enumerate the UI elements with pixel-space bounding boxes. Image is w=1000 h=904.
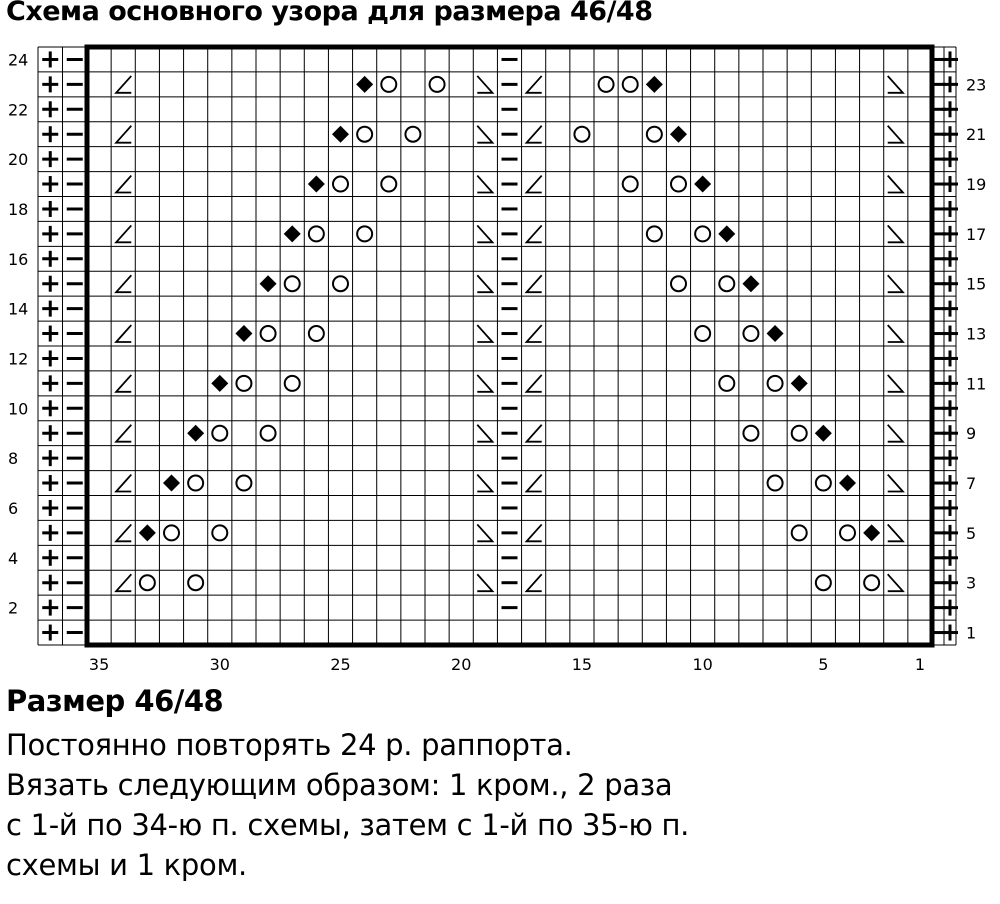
k2tog-decrease-symbol — [888, 76, 903, 93]
yarn-over-symbol — [599, 77, 614, 92]
k2tog-decrease-symbol — [477, 126, 492, 143]
ssk-decrease-symbol — [527, 176, 542, 193]
ssk-decrease-symbol — [527, 126, 542, 143]
ssk-decrease-symbol — [527, 574, 542, 591]
column-number: 1 — [914, 655, 926, 674]
row-number-right: 19 — [966, 175, 987, 195]
row-number-right: 23 — [966, 75, 987, 95]
k2tog-decrease-symbol — [477, 225, 492, 242]
bobble-symbol — [332, 126, 349, 143]
ssk-decrease-symbol — [527, 475, 542, 492]
bobble-symbol — [356, 76, 373, 93]
yarn-over-symbol — [357, 226, 372, 241]
k2tog-decrease-symbol — [888, 275, 903, 292]
yarn-over-symbol — [743, 326, 758, 341]
instruction-line-4: схемы и 1 кром. — [6, 848, 247, 882]
ssk-decrease-symbol — [116, 126, 131, 143]
yarn-over-symbol — [333, 177, 348, 192]
k2tog-decrease-symbol — [888, 325, 903, 342]
row-number-left: 14 — [8, 299, 29, 319]
ssk-decrease-symbol — [116, 574, 131, 591]
yarn-over-symbol — [381, 177, 396, 192]
bobble-symbol — [670, 126, 687, 143]
bobble-symbol — [839, 475, 856, 492]
yarn-over-symbol — [623, 177, 638, 192]
row-number-right: 21 — [966, 125, 987, 145]
bobble-symbol — [791, 375, 808, 392]
yarn-over-symbol — [285, 376, 300, 391]
ssk-decrease-symbol — [527, 325, 542, 342]
bobble-symbol — [742, 275, 759, 292]
ssk-decrease-symbol — [527, 275, 542, 292]
bobble-symbol — [863, 524, 880, 541]
yarn-over-symbol — [768, 476, 783, 491]
column-number: 20 — [451, 655, 472, 674]
row-number-right: 11 — [966, 374, 987, 394]
yarn-over-symbol — [357, 127, 372, 142]
ssk-decrease-symbol — [116, 275, 131, 292]
yarn-over-symbol — [816, 476, 831, 491]
k2tog-decrease-symbol — [477, 375, 492, 392]
yarn-over-symbol — [333, 276, 348, 291]
ssk-decrease-symbol — [116, 176, 131, 193]
yarn-over-symbol — [623, 77, 638, 92]
yarn-over-symbol — [743, 426, 758, 441]
ssk-decrease-symbol — [527, 225, 542, 242]
yarn-over-symbol — [309, 326, 324, 341]
row-number-left: 22 — [8, 100, 29, 120]
yarn-over-symbol — [792, 426, 807, 441]
bobble-symbol — [163, 475, 180, 492]
row-number-left: 2 — [8, 598, 19, 618]
row-number-left: 12 — [8, 349, 29, 369]
row-number-right: 13 — [966, 324, 987, 344]
yarn-over-symbol — [647, 127, 662, 142]
ssk-decrease-symbol — [116, 325, 131, 342]
yarn-over-symbol — [212, 525, 227, 540]
yarn-over-symbol — [792, 525, 807, 540]
k2tog-decrease-symbol — [888, 375, 903, 392]
bobble-symbol — [718, 225, 735, 242]
yarn-over-symbol — [381, 77, 396, 92]
bobble-symbol — [694, 176, 711, 193]
ssk-decrease-symbol — [116, 76, 131, 93]
yarn-over-symbol — [188, 575, 203, 590]
k2tog-decrease-symbol — [888, 126, 903, 143]
yarn-over-symbol — [430, 77, 445, 92]
bobble-symbol — [284, 225, 301, 242]
yarn-over-symbol — [285, 276, 300, 291]
row-number-right: 17 — [966, 224, 987, 244]
bobble-symbol — [815, 425, 832, 442]
bobble-symbol — [211, 375, 228, 392]
yarn-over-symbol — [695, 226, 710, 241]
row-number-left: 8 — [8, 449, 19, 469]
yarn-over-symbol — [840, 525, 855, 540]
k2tog-decrease-symbol — [888, 225, 903, 242]
column-number: 30 — [209, 655, 230, 674]
yarn-over-symbol — [140, 575, 155, 590]
ssk-decrease-symbol — [116, 475, 131, 492]
k2tog-decrease-symbol — [888, 574, 903, 591]
bobble-symbol — [646, 76, 663, 93]
k2tog-decrease-symbol — [888, 176, 903, 193]
chart-title: Схема основного узора для размера 46/48 — [6, 0, 653, 27]
column-number: 35 — [88, 655, 110, 674]
row-number-right: 7 — [966, 474, 977, 494]
instruction-line-1: Постоянно повторять 24 р. раппорта. — [6, 728, 573, 762]
ssk-decrease-symbol — [527, 375, 542, 392]
row-number-right: 9 — [966, 424, 977, 444]
column-number: 25 — [330, 655, 351, 674]
instruction-line-3: с 1-й по 34-ю п. схемы, затем с 1-й по 35-ю п. — [6, 808, 690, 842]
k2tog-decrease-symbol — [888, 524, 903, 541]
row-number-right: 3 — [966, 573, 977, 593]
k2tog-decrease-symbol — [477, 524, 492, 541]
yarn-over-symbol — [719, 376, 734, 391]
row-number-left: 6 — [8, 498, 19, 518]
bobble-symbol — [235, 325, 252, 342]
ssk-decrease-symbol — [527, 524, 542, 541]
bobble-symbol — [139, 524, 156, 541]
k2tog-decrease-symbol — [477, 176, 492, 193]
yarn-over-symbol — [574, 127, 589, 142]
k2tog-decrease-symbol — [477, 574, 492, 591]
yarn-over-symbol — [695, 326, 710, 341]
row-number-right: 15 — [966, 274, 987, 294]
ssk-decrease-symbol — [116, 524, 131, 541]
yarn-over-symbol — [719, 276, 734, 291]
k2tog-decrease-symbol — [477, 425, 492, 442]
row-number-right: 1 — [966, 623, 977, 643]
bobble-symbol — [260, 275, 277, 292]
size-heading: Размер 46/48 — [6, 684, 224, 718]
k2tog-decrease-symbol — [477, 325, 492, 342]
k2tog-decrease-symbol — [888, 425, 903, 442]
bobble-symbol — [767, 325, 784, 342]
yarn-over-symbol — [309, 226, 324, 241]
k2tog-decrease-symbol — [888, 475, 903, 492]
yarn-over-symbol — [405, 127, 420, 142]
k2tog-decrease-symbol — [477, 475, 492, 492]
yarn-over-symbol — [164, 525, 179, 540]
yarn-over-symbol — [261, 326, 276, 341]
bobble-symbol — [308, 176, 325, 193]
column-number: 5 — [818, 655, 829, 674]
ssk-decrease-symbol — [527, 425, 542, 442]
row-number-left: 16 — [8, 249, 29, 269]
yarn-over-symbol — [188, 476, 203, 491]
yarn-over-symbol — [671, 177, 686, 192]
ssk-decrease-symbol — [527, 76, 542, 93]
instruction-line-2: Вязать следующим образом: 1 кром., 2 раза — [6, 768, 673, 802]
yarn-over-symbol — [212, 426, 227, 441]
yarn-over-symbol — [816, 575, 831, 590]
yarn-over-symbol — [261, 426, 276, 441]
ssk-decrease-symbol — [116, 425, 131, 442]
column-number: 10 — [692, 655, 713, 674]
row-number-left: 18 — [8, 199, 29, 219]
ssk-decrease-symbol — [116, 375, 131, 392]
yarn-over-symbol — [768, 376, 783, 391]
bobble-symbol — [187, 425, 204, 442]
row-number-left: 20 — [8, 150, 29, 170]
row-number-left: 24 — [8, 50, 29, 70]
yarn-over-symbol — [671, 276, 686, 291]
yarn-over-symbol — [236, 476, 251, 491]
row-number-right: 5 — [966, 523, 977, 543]
yarn-over-symbol — [647, 226, 662, 241]
yarn-over-symbol — [864, 575, 879, 590]
row-number-left: 4 — [8, 548, 19, 568]
k2tog-decrease-symbol — [477, 275, 492, 292]
k2tog-decrease-symbol — [477, 76, 492, 93]
row-number-left: 10 — [8, 399, 29, 419]
column-number: 15 — [571, 655, 593, 674]
yarn-over-symbol — [236, 376, 251, 391]
ssk-decrease-symbol — [116, 225, 131, 242]
